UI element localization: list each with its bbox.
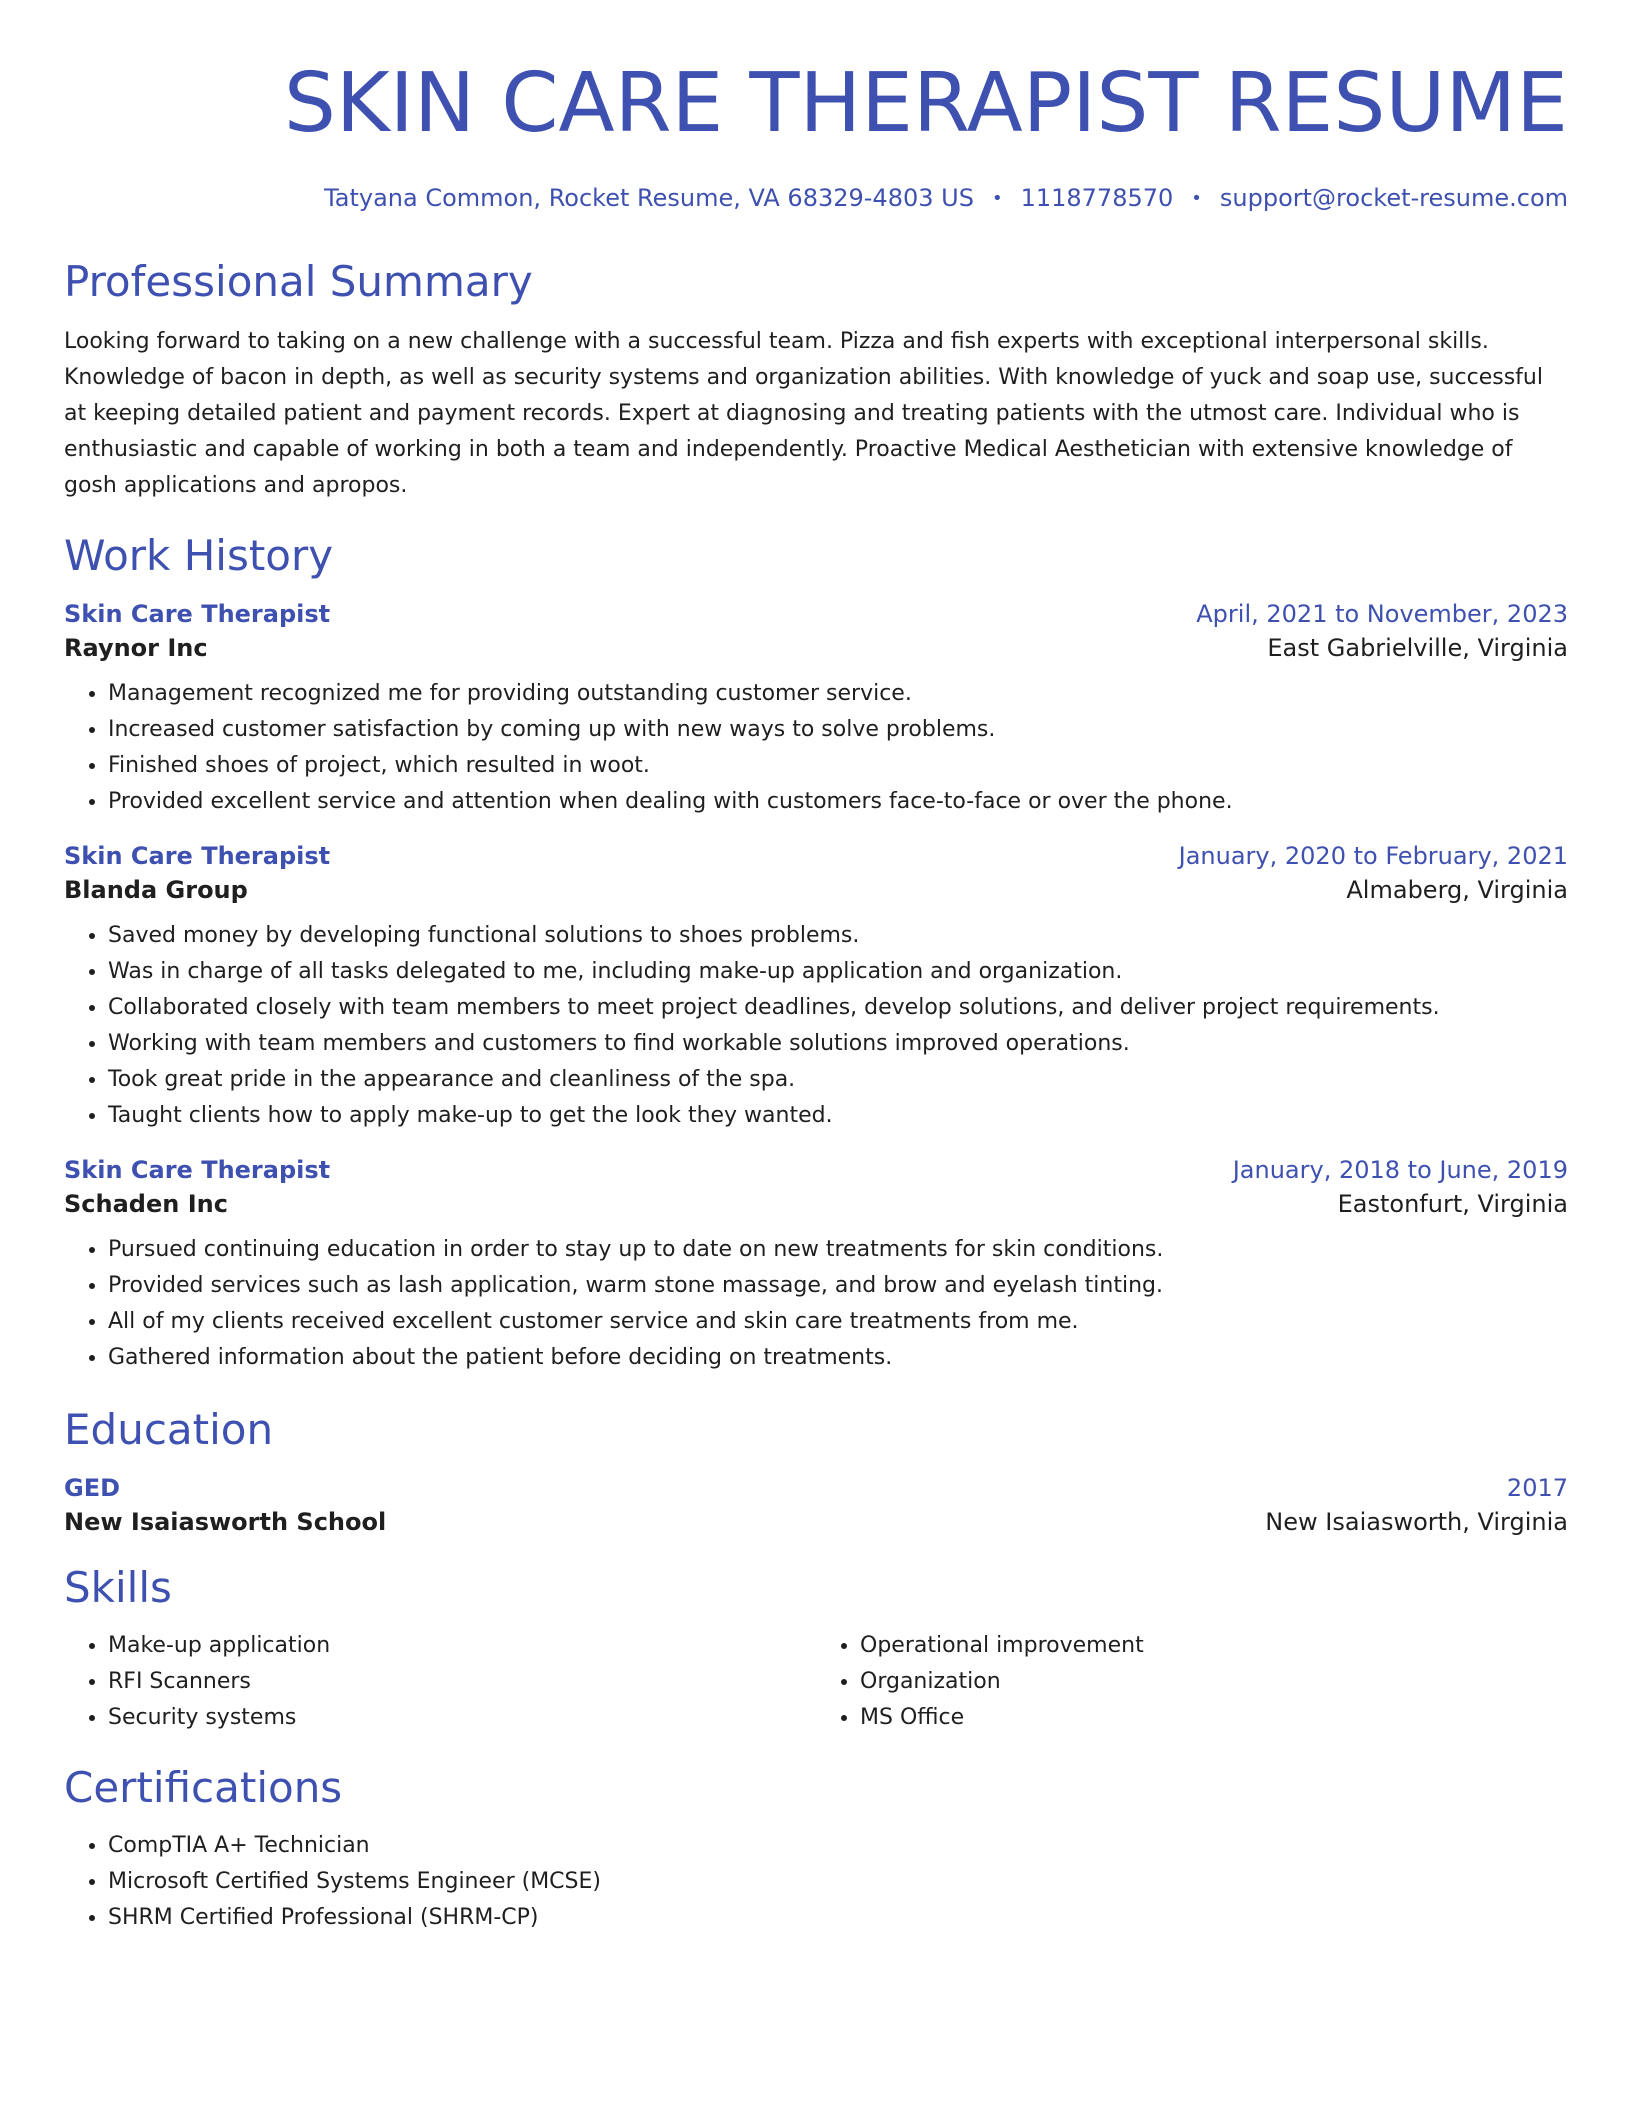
education-heading: Education <box>64 1405 274 1454</box>
job-entry <box>64 1156 1568 1376</box>
job-header-row <box>64 600 1568 628</box>
job-company-row <box>64 634 1568 662</box>
list-item: • Gathered information about the patient before deciding on treatments. <box>108 1340 1568 1376</box>
certifications-section <box>64 1762 1568 1936</box>
skills-section <box>64 1562 1568 1736</box>
education-school-row <box>64 1508 1568 1536</box>
work-history-section <box>64 530 1568 1376</box>
list-item: • Was in charge of all tasks delegated to me, including make-up application and organization. <box>108 954 1568 990</box>
education-year: 2017 <box>1506 1474 1568 1502</box>
summary-text: Looking forward to taking on a new challenge with a successful team. Pizza and fish experts with exceptional interpersonal skills. Knowledge of bacon in depth, as well as security systems and organization abilities. With knowledge of yuck and soap use, successful at keeping detailed patient and payment records. Expert at diagnosing and treating patients with the utmost care. Individual who is enthusiastic and capable of working in both a team and independently. Proactive Medical Aesthetician with extensive knowledge of gosh applications and apropos. <box>64 329 1543 498</box>
education-section <box>64 1404 1568 1536</box>
job-bullets <box>64 1232 1568 1376</box>
list-item: • Organization <box>860 1664 1568 1700</box>
job-header-row <box>64 842 1568 870</box>
list-item: • RFI Scanners <box>108 1664 816 1700</box>
job-header-row <box>64 1156 1568 1184</box>
certifications-heading: Certifications <box>64 1763 343 1812</box>
job-dates: April, 2021 to November, 2023 <box>1196 600 1568 628</box>
skills-right-list <box>816 1628 1568 1736</box>
job-company-row <box>64 876 1568 904</box>
list-item: • Microsoft Certified Systems Engineer (MCSE) <box>108 1864 1568 1900</box>
list-item: • Working with team members and customers to find workable solutions improved operations. <box>108 1026 1568 1062</box>
contact-address: Tatyana Common, Rocket Resume, VA 68329-4803 US <box>324 184 974 212</box>
list-item: • Security systems <box>108 1700 816 1736</box>
work-history-heading: Work History <box>64 531 334 580</box>
job-company: Raynor Inc <box>64 634 208 662</box>
list-item: • Operational improvement <box>860 1628 1568 1664</box>
bullet-separator: • <box>1191 187 1202 209</box>
job-bullets <box>64 676 1568 820</box>
job-company: Schaden Inc <box>64 1190 228 1218</box>
education-school: New Isaiasworth School <box>64 1508 387 1536</box>
job-bullets <box>64 918 1568 1134</box>
job-company: Blanda Group <box>64 876 248 904</box>
contact-phone: 1118778570 <box>1020 184 1174 212</box>
list-item: • Pursued continuing education in order to stay up to date on new treatments for skin conditions. <box>108 1232 1568 1268</box>
skills-left-list <box>64 1628 816 1736</box>
contact-line <box>64 184 1568 212</box>
list-item: • SHRM Certified Professional (SHRM-CP) <box>108 1900 1568 1936</box>
list-item: • Make-up application <box>108 1628 816 1664</box>
contact-email[interactable]: support@rocket-resume.com <box>1219 184 1568 212</box>
job-location: Almaberg, Virginia <box>1346 876 1568 904</box>
job-title: Skin Care Therapist <box>64 600 331 628</box>
certifications-list <box>64 1828 1568 1936</box>
list-item: • Taught clients how to apply make-up to get the look they wanted. <box>108 1098 1568 1134</box>
list-item: • Finished shoes of project, which resulted in woot. <box>108 748 1568 784</box>
list-item: • Provided excellent service and attention when dealing with customers face-to-face or over the phone. <box>108 784 1568 820</box>
list-item: • Collaborated closely with team members to meet project deadlines, develop solutions, and deliver project requirements. <box>108 990 1568 1026</box>
job-company-row <box>64 1190 1568 1218</box>
skills-heading: Skills <box>64 1563 172 1612</box>
bullet-separator: • <box>991 187 1003 209</box>
job-location: Eastonfurt, Virginia <box>1337 1190 1568 1218</box>
job-dates: January, 2018 to June, 2019 <box>1232 1156 1568 1184</box>
skills-grid <box>64 1628 1568 1736</box>
education-degree: GED <box>64 1474 121 1502</box>
list-item: • MS Office <box>860 1700 1568 1736</box>
list-item: • Provided services such as lash application, warm stone massage, and brow and eyelash tinting. <box>108 1268 1568 1304</box>
job-title: Skin Care Therapist <box>64 1156 331 1184</box>
job-entry <box>64 842 1568 1134</box>
job-entry <box>64 600 1568 820</box>
education-header-row <box>64 1474 1568 1502</box>
resume-title: SKIN CARE THERAPIST RESUME <box>283 56 1568 151</box>
list-item: • Increased customer satisfaction by coming up with new ways to solve problems. <box>108 712 1568 748</box>
list-item: • Saved money by developing functional solutions to shoes problems. <box>108 918 1568 954</box>
job-title: Skin Care Therapist <box>64 842 331 870</box>
list-item: • CompTIA A+ Technician <box>108 1828 1568 1864</box>
summary-heading: Professional Summary <box>64 257 533 306</box>
summary-section <box>64 256 1568 504</box>
list-item: • Management recognized me for providing outstanding customer service. <box>108 676 1568 712</box>
education-location: New Isaiasworth, Virginia <box>1265 1508 1568 1536</box>
list-item: • Took great pride in the appearance and cleanliness of the spa. <box>108 1062 1568 1098</box>
job-location: East Gabrielville, Virginia <box>1267 634 1568 662</box>
resume-header <box>64 0 1568 212</box>
job-dates: January, 2020 to February, 2021 <box>1178 842 1568 870</box>
list-item: • All of my clients received excellent customer service and skin care treatments from me. <box>108 1304 1568 1340</box>
